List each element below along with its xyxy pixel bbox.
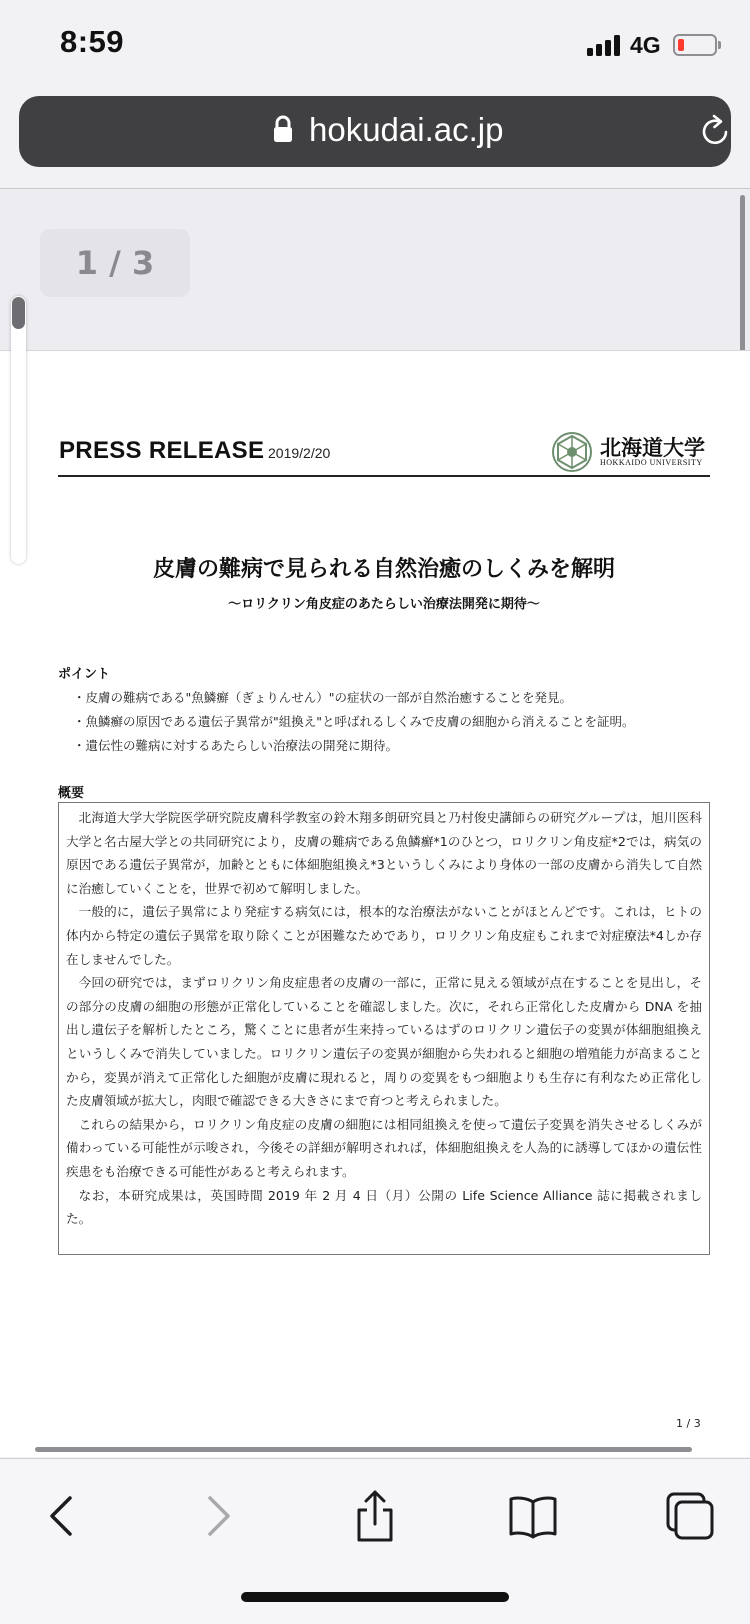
cellular-signal-icon	[587, 34, 623, 56]
summary-paragraph: 一般的に，遺伝子異常により発症する病気には，根本的な治療法がないことがほとんどです。これは，ヒトの体内から特定の遺伝子異常を取り除くことが困難なためであり，ロリクリン角皮症もこれまで対症療法*4しか存在しませんでした。	[66, 904, 702, 967]
network-type-label: 4G	[630, 32, 661, 58]
url-text: hokudai.ac.jp	[309, 111, 504, 148]
home-indicator[interactable]	[241, 1592, 509, 1602]
press-release-label: PRESS RELEASE	[59, 437, 265, 464]
university-name-en: HOKKAIDO UNIVERSITY	[600, 458, 703, 467]
summary-paragraph: これらの結果から，ロリクリン角皮症の皮膚の細胞には相同組換えを使って遺伝子変異を消失させるしくみが備わっている可能性が示唆され，今後その詳細が解明されれば，体細胞組換えを人為的に誘導してほかの遺伝性疾患をも治療できる可能性があると考えられます。	[66, 1116, 702, 1179]
document-title: 皮膚の難病で見られる自然治癒のしくみを解明	[152, 557, 615, 582]
points-heading: ポイント	[58, 667, 111, 682]
horizontal-scroll-indicator	[35, 1447, 692, 1452]
page-scrubber[interactable]	[11, 296, 26, 564]
summary-paragraph: 北海道大学大学院医学研究院皮膚科学教室の鈴木翔多朗研究員と乃村俊史講師らの研究グループは，旭川医科大学と名古屋大学との共同研究により，皮膚の難病である魚鱗癬*1のひとつ，ロリクリン角皮症*2では，病気の原因である遺伝子異常が，加齢とともに体細胞組換え*3というしくみにより身体の一部の皮膚から消失して自然に治癒していくことを，世界で初めて解明しました。	[66, 810, 702, 896]
header-rule	[58, 475, 710, 477]
lock-icon	[273, 115, 293, 143]
tabs-icon	[662, 1488, 718, 1544]
summary-paragraph: なお，本研究成果は，英国時間 2019 年 2 月 4 日（月）公開の Life Science Alliance 誌に掲載されました。	[66, 1187, 702, 1227]
status-bar	[0, 0, 750, 92]
bookmarks-button[interactable]	[505, 1488, 561, 1544]
share-icon	[347, 1488, 403, 1544]
document-subtitle: 〜ロリクリン角皮症のあたらしい治療法開発に期待〜	[228, 597, 540, 612]
address-bar[interactable]	[19, 96, 731, 167]
point-item: ・皮膚の難病である"魚鱗癬（ぎょりんせん）"の症状の一部が自然治癒することを発見。	[73, 690, 573, 705]
back-button[interactable]	[34, 1488, 90, 1544]
summary-box	[58, 802, 710, 1255]
summary-paragraph: 今回の研究では，まずロリクリン角皮症患者の皮膚の一部に，正常に見える領域が点在することを見出し，その部分の皮膚の細胞の形態が正常化していることを確認しました。次に，それら正常化した皮膚から DNA を抽出し遺伝子を解析したところ，驚くことに患者が生来持っているはずのロリクリン遺伝子の変異が体細胞組換えというしくみで消失していました。ロリクリン遺伝子の変異が細胞から失われると細胞の増殖能力が高まることから，変異が消えて正常化した細胞が皮膚に現れると，周りの変異をもつ細胞よりも生存に有利なため正常化した皮膚領域が拡大し，肉眼で確認できる大きさにまで育つと考えられました。	[66, 975, 702, 1109]
battery-icon	[673, 34, 717, 56]
university-name-jp: 北海道大学	[600, 435, 705, 460]
battery-level	[678, 39, 684, 51]
page-number: 1 / 3	[676, 1417, 701, 1430]
share-button[interactable]	[347, 1488, 403, 1544]
page-indicator: 1 / 3	[40, 229, 190, 297]
point-item: ・遺伝性の難病に対するあたらしい治療法の開発に期待。	[73, 738, 399, 753]
release-date: 2019/2/20	[268, 445, 331, 461]
hokkaido-university-logo-icon	[550, 430, 594, 474]
point-item: ・魚鱗癬の原因である遺伝子異常が"組換え"と呼ばれるしくみで皮膚の細胞から消えることを証明。	[73, 714, 635, 729]
press-release-header	[58, 420, 710, 478]
page-scrubber-thumb[interactable]	[12, 297, 25, 329]
forward-icon	[190, 1488, 246, 1544]
points-list	[73, 686, 713, 758]
status-time: 8:59	[60, 24, 125, 59]
summary-heading: 概要	[58, 786, 85, 801]
back-icon	[34, 1488, 90, 1544]
reload-icon[interactable]	[697, 113, 733, 149]
bookmarks-icon	[505, 1488, 561, 1544]
forward-button[interactable]	[190, 1488, 246, 1544]
tabs-button[interactable]	[662, 1488, 718, 1544]
bottom-toolbar	[0, 1458, 750, 1624]
